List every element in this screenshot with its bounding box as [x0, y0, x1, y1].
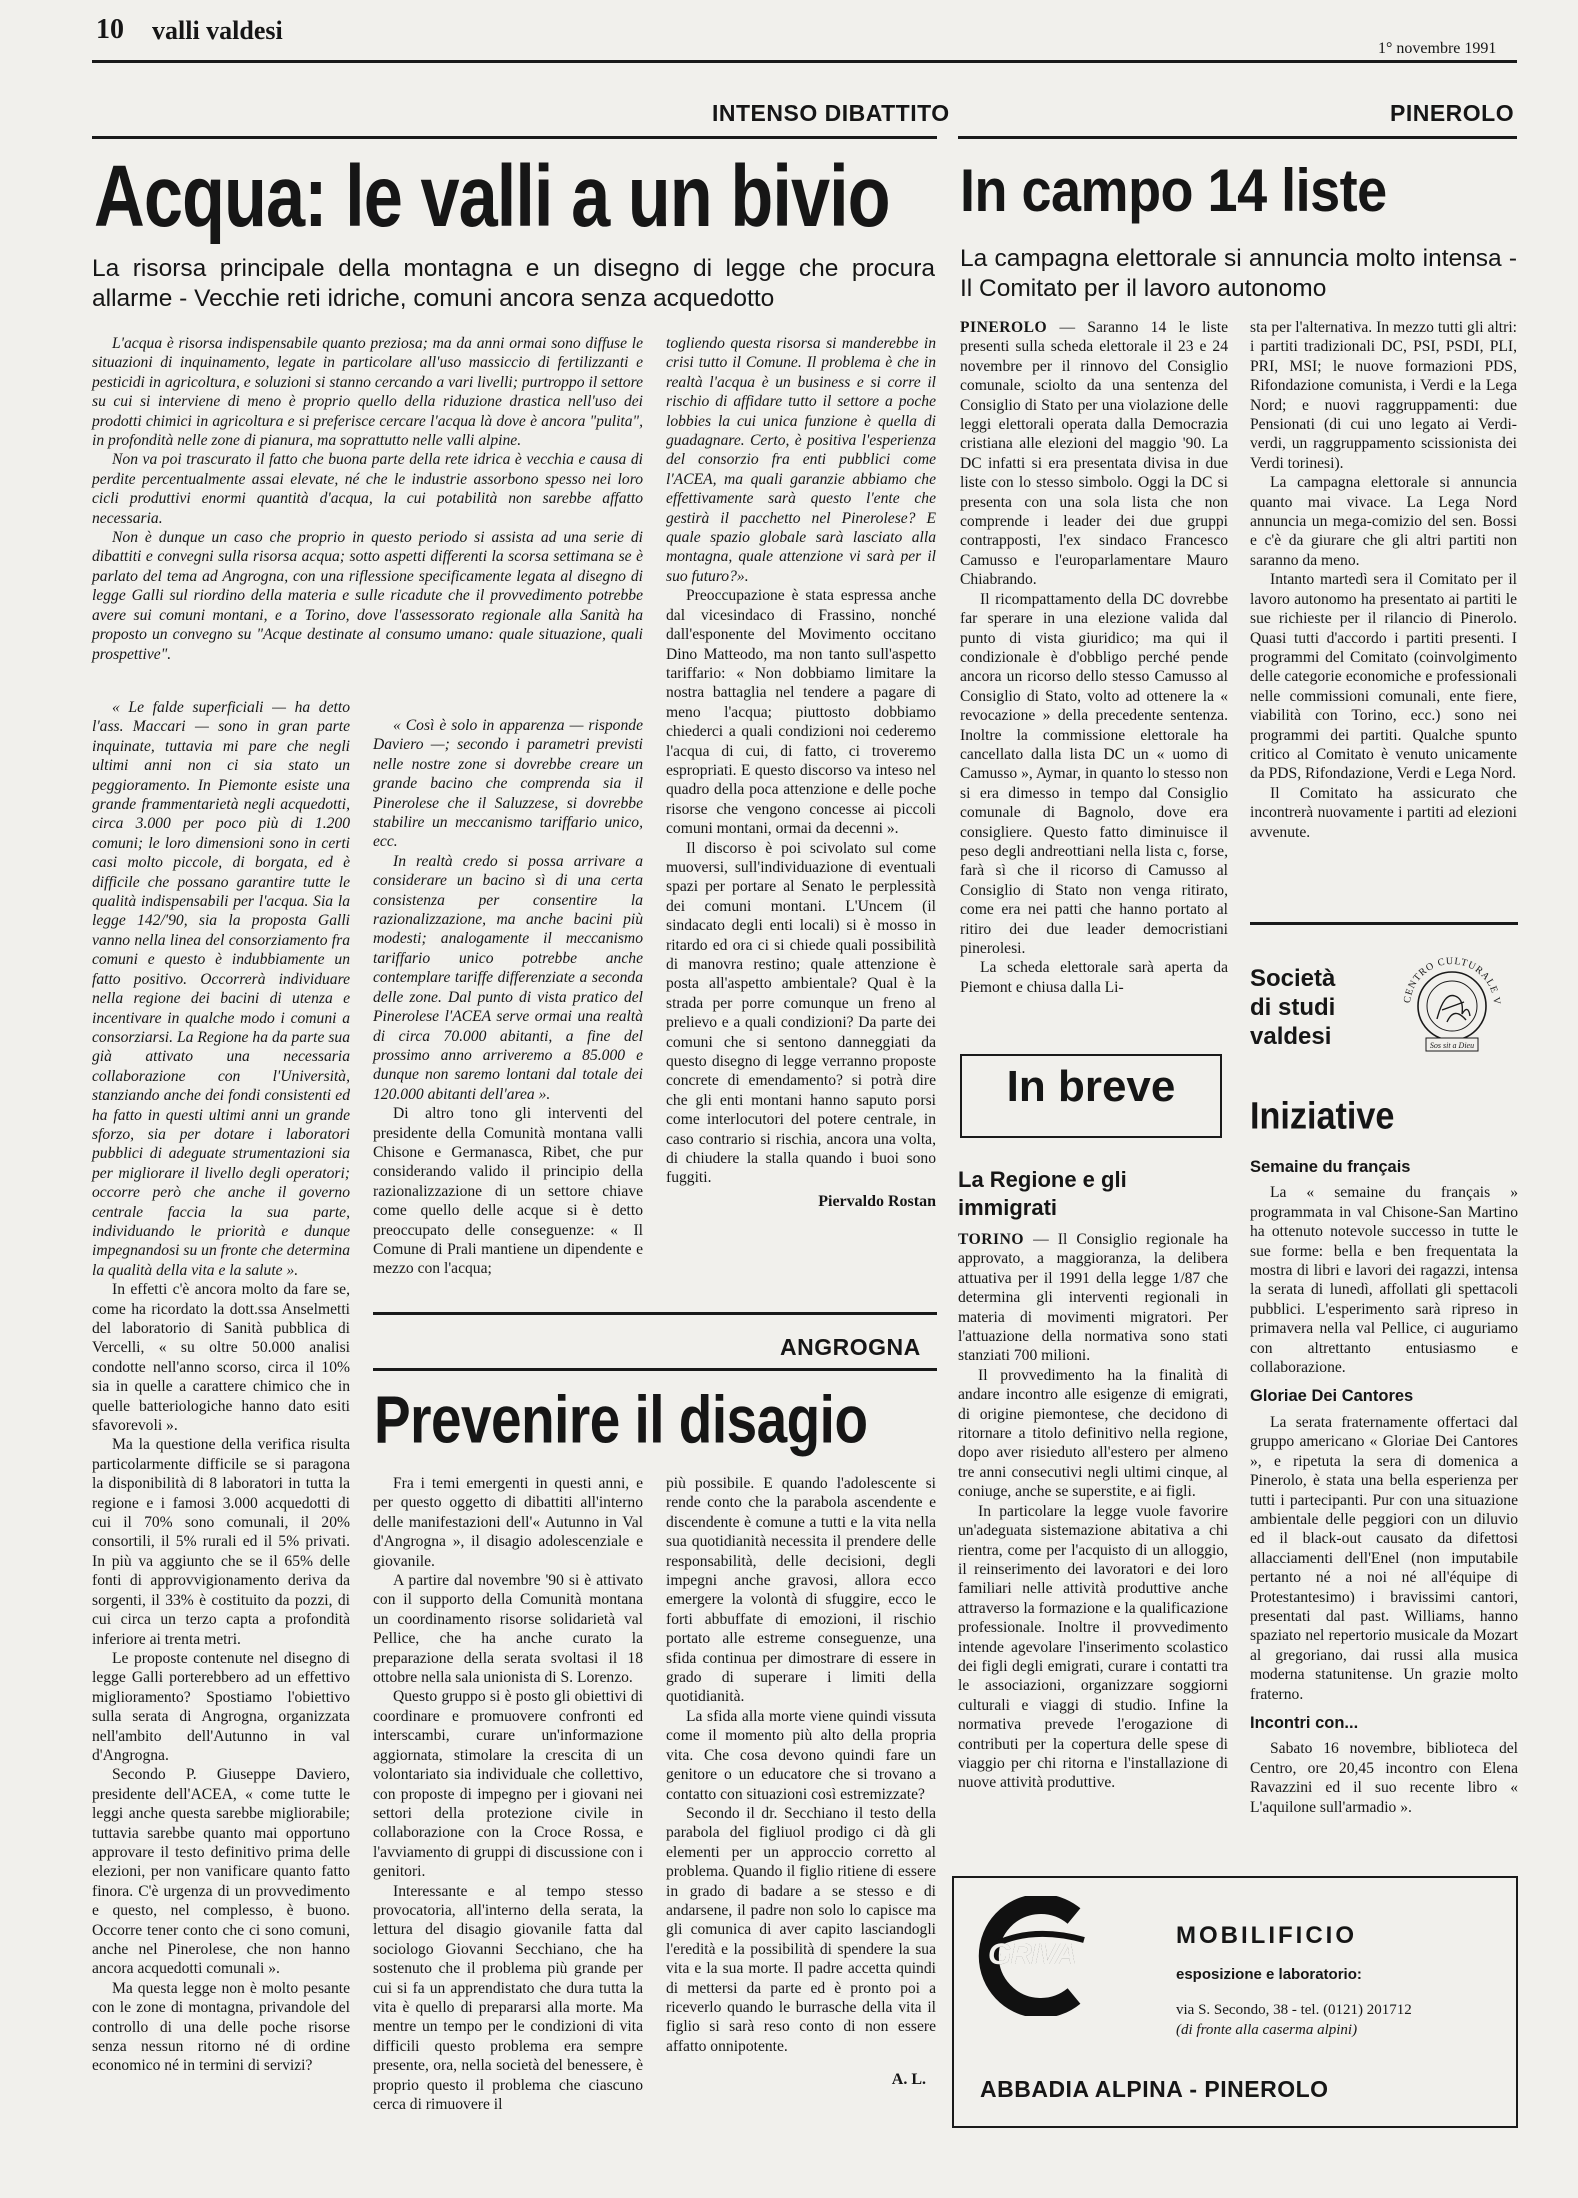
article-paragraph: In particolare la legge vuole favorire un'adeguata sistemazione abitativa a chi rientra, come per l'acquisto di un alloggio, il reinserimento dei lavoratori e dei loro familiari nelle attività produttive anche attraverso la formazione e la qualificazione professionale. Inoltre il provvedimento intende agevolare l'inserimento scolastico dei figli degli emigrati, curare i contatti tra le associazioni, organizzare soggiorni culturali e viaggi di studio. Infine la normativa prevede l'erogazione di contributi per la copertura delle spese di viaggio per chi ritorna e l'installazione di nuove attività produttive.: [958, 1502, 1228, 1792]
section-rule-right: [958, 136, 1517, 139]
logo-arc-text: CENTRO CULTURALE V: [1402, 955, 1503, 1005]
header-rule: [92, 60, 1517, 63]
dateline-pinerolo: PINEROLO: [960, 319, 1048, 336]
intro-column-1: [92, 334, 643, 664]
article-paragraph: Il Comitato ha assicurato che incontrerà nuovamente i partiti ad elezioni avvenute.: [1250, 784, 1517, 841]
item-title-semaine: Semaine du français: [1250, 1158, 1411, 1176]
ad-line-1: esposizione e laboratorio:: [1176, 1966, 1362, 1983]
section-tag-angrogna: ANGROGNA: [780, 1334, 921, 1360]
angrogna-section-rule: [373, 1368, 937, 1371]
article-paragraph: Il discorso è poi scivolato sul come muoversi, sull'individuazione di eventuali spazi per portare al Senato le perplessità dei comuni montani. L'Uncem (il sindacato degli enti locali) si è mosso in ritardo ed ora ci si chiede quali possibilità di manovra restino; quale attenzione è posta all'aspetto ambientale? Qual è la strada per porre comunque un freno al prelievo e a quali condizioni? Da parte dei comuni che si sentono danneggiati da questo disegno di legge verranno proposte concrete di emendamento? si potrà dire che gli enti montani hanno saputo porsi come interlocutori del potere centrale, in caso contrario si rischia, ancora una volta, di chiudere la stalla quando i buoi sono fuggiti.: [666, 839, 936, 1187]
section-rule-left: [92, 136, 937, 139]
article-paragraph: Secondo il dr. Secchiano il testo della parabola del figliuol prodigo ci dà gli elementi per un approccio corretto al problema. Quando il figlio ritiene di essere in grado di badare a se stesso e di andarsene, il padre non solo lo capisce ma gli comunica di aver capito lasciandogli l'eredità e la possibilità di spendere la sua vita e la sua morte. Il padre accetta quindi di mettersi da parte ed è pronto poi a riceverlo quando le burrasche della vita il figlio si sarà reso conto di non essere affatto onnipotente.: [666, 1804, 936, 2055]
in-breve-title: In breve: [1006, 1062, 1176, 1111]
article-paragraph: togliendo questa risorsa si manderebbe in crisi tutto il Comune. Il problema è che in realtà l'acqua è un business e si corre il rischio di affidare tutto il settore a poche lobbies la cui unica funzione è quella di guadagnare. Certo, è positiva l'esperienza del consorzio fra enti pubblici come l'ACEA, ma quali garanzie abbiamo che effettivamente sarà questo l'ente che gestirà il pacchetto nel Pinerolese? E quale spazio globale sarà lasciato alla montagna, quale attenzione vi sarà per il suo futuro?».: [666, 335, 936, 585]
article-paragraph: La scheda elettorale sarà aperta da Piemont e chiusa dalla Li-: [960, 959, 1228, 996]
article-paragraph: più possibile. E quando l'adolescente si rende conto che la parabola ascendente e discendente è comune a tutti e la vita nella sua quotidianità necessita il prendere delle responsabilità, delle decisioni, degli impegni anche gravosi, allora ecco emergere la volontà di sfuggire, ecco le forti abbuffate di emozioni, il rischio portato alle estreme conseguenze, una sfida continua per dimostrare di essere in grado di superare i limiti della quotidianità.: [666, 1475, 936, 1706]
regione-column: [958, 1230, 1228, 1793]
article-paragraph: Il ricompattamento della DC dovrebbe far sperare in una elezione valida dal punto di vista giuridico; ma qui il condizionale è d'obbligo perché pende ancora un ricorso dello stesso Camusso al Consiglio di Stato, volto ad ottenere la « revocazione » della precedente sentenza. Inoltre la commissione elettorale ha cancellato dalla lista DC un « uomo di Camusso », Aymar, in quanto lo stesso non si era dimesso in tempo dal Consiglio comunale di Bagnolo, dove era consigliere. Questo fatto diminuisce il peso degli andreottiani nella lista c, forse, farà sì che il ricorso di Camusso al Consiglio di Stato non venga ritirato, come era nei patti che hanno portato al ritiro dei due leader democristiani pinerolesi.: [960, 590, 1228, 957]
article-paragraph: « Le falde superficiali — ha detto l'ass. Maccari — sono in gran parte inquinate, tuttavia mi pare che negli ultimi anni non ci sia stato un peggioramento. In Piemonte esiste una grande frammentarietà negli acquedotti, circa 3.000 per poco più di 1.200 comuni; le loro dimensioni sono in certi casi molto piccole, di borgata, ed è difficile che possano garantire tutte le qualità indispensabili per l'acqua. Sia la legge 142/'90, sia la proposta Galli vanno nella linea del consorziamento fra comuni e questo è indubbiamente un fatto positivo. Occorrerà individuare nella regione dei bacini di utenza e incentivare in qualche modo i comuni a consorziarsi. La Regione ha da parte sua già attivato una necessaria collaborazione con l'Università, stanziando anche dei fondi consistenti ed ha fatto in questi ultimi anni un grande sforzo, sia per dotare i laboratori pubblici di adeguate strumentazioni sia per migliorare il livello degli operatori; occorre però che anche il governo centrale faccia la sua parte, individuando le priorità e dunque impegnandosi su un fronte che determina la qualità della vita e la salute ».: [92, 699, 350, 1279]
headline-in-campo: In campo 14 liste: [960, 157, 1387, 225]
intro-paragraph: Non va poi trascurato il fatto che buona parte della rete idrica è vecchia e causa di perdite percentualmente assai elevate, né che le industrie assorbono spesso nei loro cicli produttivi enormi quantità d'acqua, la cui potabilità non sarebbe affatto necessaria.: [92, 451, 643, 527]
subheadline-acqua: La risorsa principale della montagna e un disegno di legge che procura allarme - Vecchie reti idriche, comuni ancora senza acquedotto: [92, 255, 935, 312]
article-paragraph: Interessante e al tempo stesso provocatoria, all'interno della serata, la lettura del disagio giovanile fatta dal sociologo Giovanni Secchiano, che ha sostenuto che il problema più grande per cui si fa un apprendistato che dura tutta la vita è quello di prepararsi alla morte. Ma mentre un tempo per le condizioni di vita difficili questo problema era sempre presente, ora, nella società del benessere, è proprio questo il problema che ciascuno cerca di rimuovere il: [373, 1882, 643, 2113]
article-paragraph: Secondo P. Giuseppe Daviero, presidente dell'ACEA, « come tutte le leggi anche questa sarebbe migliorabile; tuttavia sarebbe quanto mai opportuno approvare il testo definitivo prima delle elezioni, per non vanificare quanto fatto finora. C'è urgenza di un provvedimento e questo, nel complesso, è buono. Occorre tener conto che ci sono comuni, anche nel Pinerolese, che non hanno ancora acquedotti comunali ».: [92, 1766, 350, 1978]
article-text: — Il Consiglio regionale ha approvato, a maggioranza, la delibera attuativa per il 1991 della legge 1/87 che determina gli interventi regionali in materia di movimenti migratori. Per l'attuazione della normativa sono stati stanziati 700 milioni.: [958, 1231, 1228, 1365]
intro-column-2: [666, 334, 936, 1211]
griva-advertisement: [952, 1876, 1518, 2128]
article-paragraph: La campagna elettorale si annuncia quanto mai vivace. La Lega Nord annuncia un mega-comizio del sen. Bossi e c'è da giurare che gli altri partiti non saranno da meno.: [1250, 474, 1517, 569]
article-paragraph: Preoccupazione è stata espressa anche dal vicesindaco di Frassino, nonché dall'esponente del Movimento occitano Dino Matteodo, ma non tanto sull'aspetto tariffario: « Non dobbiamo limitare la nostra battaglia nel tendere a pagare di meno l'acqua; piuttosto dobbiamo chiederci a quali condizioni noi cederemo l'acqua di cui, di fatto, ci troveremo espropriati. E questo discorso va inteso nel quadro della poca attenzione e delle poche risorse che vengono concesse ai piccoli comuni montani, ormai da decenni ».: [666, 587, 936, 838]
article-paragraph: In realtà credo si possa arrivare a considerare un bacino sì di una certa consistenza per consentire la razionalizzazione, ma anche bacini più modesti; analogamente il meccanismo tariffario unico potrebbe anche contemplare tariffe differenziate a seconda delle zone. Dal punto di vista pratico del Pinerolese l'ACEA serve ormai una realtà di circa 70.000 abitanti, a fine del prossimo anno arriveremo a 85.000 e dunque non saremo lontani dal totale dei 120.000 abitanti dell'area ».: [373, 852, 643, 1103]
article-paragraph: Le proposte contenute nel disegno di legge Galli porterebbero ad un effettivo miglioramento? Spostiamo l'obiettivo sulla serata di Angrogna, organizzata nell'ambito dell'Autunno in val d'Angrogna.: [92, 1649, 350, 1764]
article-paragraph: [958, 1230, 1228, 1366]
item-title-gloriae: Gloriae Dei Cantores: [1250, 1387, 1414, 1406]
issue-date: 1° novembre 1991: [1378, 40, 1497, 57]
article-paragraph: sta per l'alternativa. In mezzo tutti gli altri: i partiti tradizionali DC, PSI, PSDI, PLI, PRI, MSI; le nuove formazioni PDS, Rifondazione comunista, i Verdi e la Lega Nord; e nuovi raggruppamenti: due Pensionati (di cui uno legato ai Verdi-verdi, un raggruppamento scissionista dei Verdi torinesi).: [1250, 319, 1517, 472]
article-paragraph: Ma la questione della verifica risulta particolarmente difficile se si paragona la disponibilità di 8 laboratori in tutta la regione e i famosi 3.000 acquedotti di cui il 70% sono comunali, il 20% consortili, il 5% rurali ed il 5% privati. In più va aggiunto che se il 65% delle fonti di approvvigionamento deriva da sorgenti, il 33% è costituito da pozzi, di cui circa un terzo capta a profondità inferiore ai trenta metri.: [92, 1436, 350, 1648]
article-paragraph: Intanto martedì sera il Comitato per il lavoro autonomo ha presentato ai partiti le sue richieste per il rilancio di Pinerolo. Quasi tutti d'accordo i partiti presenti. I programmi del Comitato (coinvolgimento delle categorie economiche e professionali nelle commissioni comunali, ente fiere, viabilità con Torino, ecc.) sono nei programmi dei partiti. Qualche spunto critico al Comitato è venuto unicamente da PDS, Rifondazione, Verdi e Lega Nord.: [1250, 571, 1517, 783]
headline-prevenire: Prevenire il disagio: [374, 1381, 868, 1457]
article-paragraph: Questo gruppo si è posto gli obiettivi di coordinare e promuovere confronti ed interscambi, curare un'informazione aggiornata, stimolare la crescita di un volontariato sia individuale che collettivo, con proposte di impegno per i giovani nei settori della protezione civile in collaborazione con la Croce Rossa, e l'avviamento di gruppi di discussione con i genitori.: [373, 1688, 643, 1881]
subheadline-in-campo: La campagna elettorale si annuncia molto intensa - Il Comitato per il lavoro autonomo: [960, 245, 1517, 302]
pinerolo-column-1: [960, 318, 1228, 997]
body-column-1: [92, 698, 350, 2076]
svg-text:CENTRO CULTURALE VALDESE: [1392, 944, 1502, 1006]
page-number: 10: [96, 14, 124, 45]
section-tag-pinerolo: PINEROLO: [1390, 100, 1515, 126]
item-text: La serata fraternamente offertaci dal gruppo americano « Gloriae Dei Cantores », e ripetuta la sera di domenica a Pinerolo, è stata una bella esperienza per tutti i partecipanti. Pur con una situazione ambientale delle peggiori con un diluvio ed il black-out causato da difettosi allacciamenti dell'Enel (non imputabile pertanto né a noi né all'équipe di Protestantesimo) i bravissimi cantori, presentati dal past. Williams, hanno spaziato nel repertorio musicale da Mozart al gregoriano, dai russi alla musica moderna statunitense. Un grazie molto fraterno.: [1250, 1413, 1518, 1703]
ad-footer: ABBADIA ALPINA - PINEROLO: [980, 2076, 1329, 2102]
dateline-torino: TORINO: [958, 1231, 1024, 1248]
article-paragraph: [960, 318, 1228, 590]
angrogna-column-2: [666, 1474, 936, 2090]
publication-name: valli valdesi: [152, 16, 283, 45]
article-text: — Saranno 14 le liste presenti sulla scheda elettorale il 23 e 24 novembre per il rinnovo del Consiglio comunale, sciolto da una sentenza del Consiglio di Stato per una violazione delle leggi elettorali operata dalla Democrazia cristiana alle elezioni del maggio '90. La DC infatti si era presentata divisa in due liste con lo stesso simbolo. Oggi la DC si presenta con una sola lista che non comprende i leader dei due gruppi contrapposti, l'ex sindaco Francesco Camusso e l'europarlamentare Mauro Chiabrando.: [960, 319, 1228, 589]
centro-culturale-logo: [1392, 944, 1512, 1064]
article-paragraph: Di altro tono gli interventi del presidente della Comunità montana valli Chisone e Germanasca, Ribet, che pur considerando valido il principio della razionalizzazione di un settore chiave come quello delle acque si è detto preoccupato delle conseguenze: « Il Comune di Prali mantiene un dipendente e mezzo con l'acqua;: [373, 1105, 643, 1278]
regione-headline: La Regione e gli immigrati: [958, 1167, 1127, 1220]
iniziative-column: [1250, 1158, 1518, 1817]
iniziative-title: Iniziative: [1250, 1094, 1395, 1138]
ad-company: MOBILIFICIO: [1176, 1922, 1357, 1949]
angrogna-column-1: [373, 1474, 643, 2114]
article-paragraph: « Così è solo in apparenza — risponde Daviero —; secondo i parametri previsti nelle nostre zone si dovrebbe creare un grande bacino che comprenda sia il Pinerolese che il Saluzzese, si dovrebbe stabilire un meccanismo tariffario unico, ecc.: [373, 717, 643, 851]
in-breve-box: [960, 1054, 1222, 1138]
intro-paragraph: L'acqua è risorsa indispensabile quanto preziosa; ma da anni ormai sono diffuse le situazioni di inquinamento, legate in particolare all'uso massiccio di fertilizzanti e pesticidi in agricoltura, e soluzioni si stanno cercando a vari livelli; purtroppo il settore su cui si interviene di meno è proprio quello della riduzione drastica nell'uso dei prodotti chimici in agricoltura e si preferisce cercare l'acqua là dove è ancora "pulita", in profondità nelle zone di pianura, ma soprattutto nelle valli alpine.: [92, 335, 643, 450]
logo-motto: Sos sit a Dieu: [1429, 1041, 1475, 1050]
item-title-incontri: Incontri con...: [1250, 1713, 1359, 1732]
item-text: Sabato 16 novembre, biblioteca del Centro, ore 20,45 incontro con Elena Ravazzini ed il suo recente libro « L'aquilone sull'armadio ».: [1250, 1740, 1518, 1816]
signature-al: A. L.: [891, 2071, 926, 2089]
ad-line-3: (di fronte alla caserma alpini): [1176, 2022, 1358, 2038]
article-paragraph: A partire dal novembre '90 si è attivato con il supporto della Comunità montana un coordinamento risorse solidarietà val Pellice, che ha anche curato la preparazione della serata svoltasi il 18 ottobre nella sala unionista di S. Lorenzo.: [373, 1572, 643, 1687]
article-paragraph: La sfida alla morte viene quindi vissuta come il momento più alto della propria vita. Che cosa devono quindi fare un genitore o un educatore che si trovano a contatto con situazioni così estremizzate?: [666, 1707, 936, 1803]
angrogna-top-rule: [373, 1312, 937, 1315]
signature-piervaldo-rostan: Piervaldo Rostan: [818, 1192, 936, 1210]
headline-acqua: Acqua: le valli a un bivio: [94, 147, 890, 246]
societa-title-line: valdesi: [1250, 1023, 1332, 1050]
griva-logo-text: GRIVA: [988, 1938, 1076, 1971]
article-paragraph: In effetti c'è ancora molto da fare se, come ha ricordato la dott.ssa Anselmetti del laboratorio di Sanità pubblica di Vercelli, « su oltre 50.000 analisi condotte nell'anno scorso, circa il 10% sia in quelle a carattere chimico che in quelle batteriologiche hanno dato esiti sfavorevoli ».: [92, 1281, 350, 1435]
griva-logo: [974, 1896, 1104, 2016]
ad-line-2: via S. Secondo, 38 - tel. (0121) 201712: [1176, 2002, 1412, 2018]
societa-title-line: di studi: [1250, 994, 1336, 1021]
article-paragraph: Fra i temi emergenti in questi anni, e per questo oggetto di dibattiti all'interno delle manifestazioni dell'« Autunno in Val d'Angrogna », il disagio adolescenziale e giovanile.: [373, 1475, 643, 1570]
societa-title-line: Società: [1250, 965, 1336, 992]
article-paragraph: Ma questa legge non è molto pesante con le zone di montagna, privandole del controllo di una delle poche risorse senza nessun ritorno né di ordine economico né in termini di servizi?: [92, 1979, 350, 2075]
article-paragraph: Il provvedimento ha la finalità di andare incontro alle esigenze di emigrati, di origine piemontese, che decidono di ritornare a titolo definitivo nella regione, dopo aver risieduto all'estero per almeno tre anni consecutivi negli ultimi cinque, al coniuge, anche se superstite, e ai figli.: [958, 1366, 1228, 1501]
item-text: La « semaine du français » programmata in val Chisone-San Martino ha ottenuto notevole successo in tutte le sue forme: bella e ben frequentata la mostra di libri e lavori dei ragazzi, intensa la serata di lunedì, affollati gli spettacoli pubblici. L'esperimento sarà ripreso in primavera nella val Pellice, ci auguriamo con altrettanto entusiasmo e collaborazione.: [1250, 1184, 1518, 1377]
societa-rule: [1250, 922, 1518, 925]
centro-culturale-seal-icon: [1392, 944, 1512, 1064]
body-column-2: [373, 716, 643, 1279]
section-tag-intenso-dibattito: INTENSO DIBATTITO: [712, 100, 950, 126]
societa-title: [1250, 964, 1335, 1051]
intro-paragraph: Non è dunque un caso che proprio in questo periodo si assista ad una serie di dibattiti e convegni sulla risorsa acqua; sotto aspetti differenti la scorsa settimana se è parlato del tema ad Angrogna, con una riflessione specificamente legata al disegno di legge Galli sul riordino della materia e sulle ricadute che il provvedimento potrebbe avere sui comuni montani, e a Torino, dove l'assessorato regionale alla Sanità ha proposto un convegno su "Acque destinate al consumo umano: quale situazione, quali prospettive".: [92, 529, 643, 663]
pinerolo-column-2: [1250, 318, 1517, 842]
